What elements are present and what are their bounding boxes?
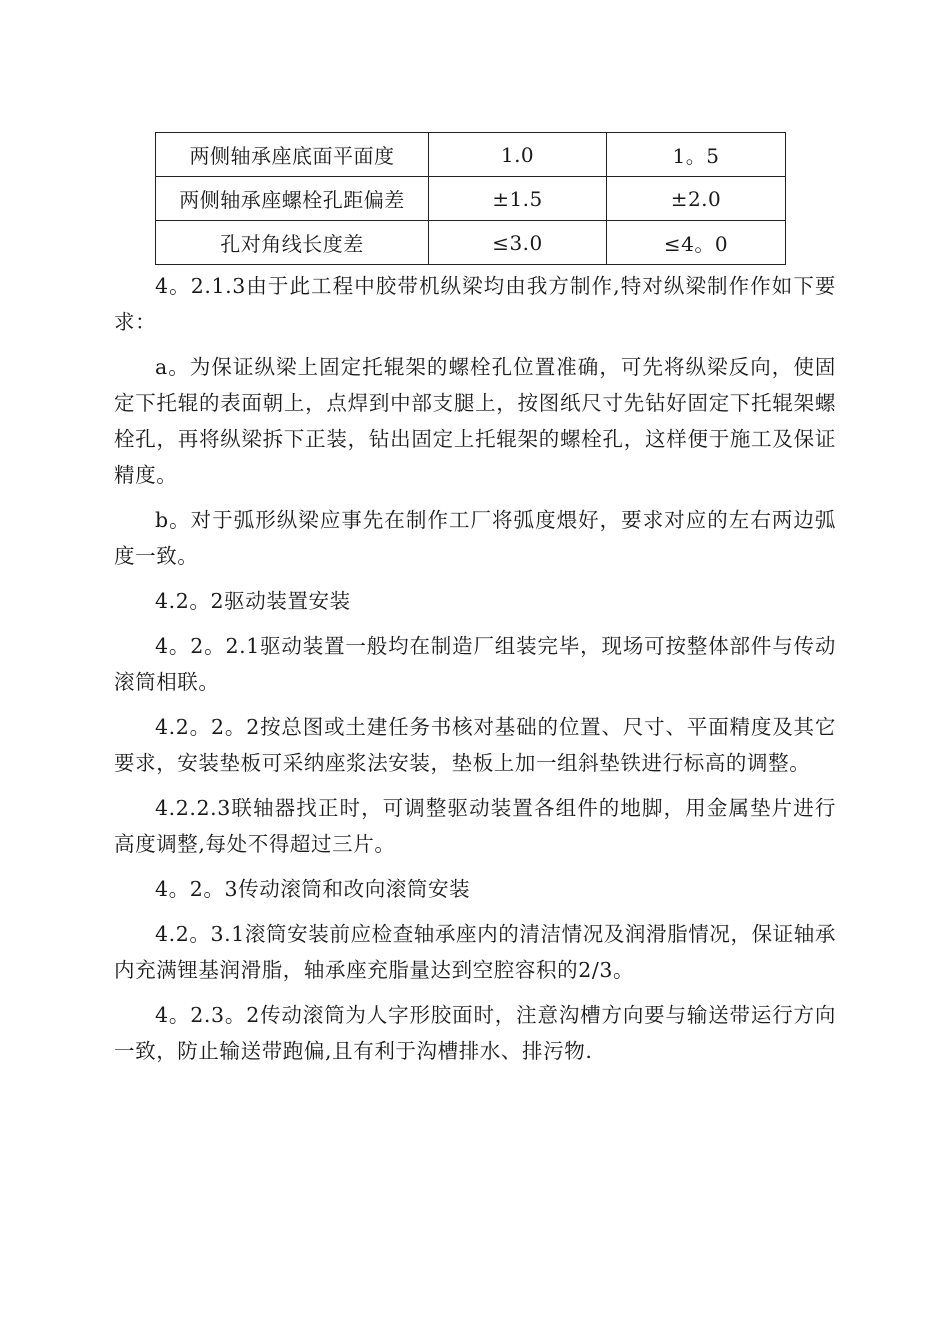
table-row	[156, 177, 786, 221]
table-cell-item: 孔对角线长度差	[156, 221, 429, 265]
paragraph: 4。2.1.3由于此工程中胶带机纵梁均由我方制作,特对纵梁制作作如下要求：	[114, 274, 836, 334]
table-cell-value: ±1.5	[429, 177, 607, 221]
table-row	[156, 133, 786, 177]
section-heading: 4。2。3传动滚筒和改向滚筒安装	[155, 877, 471, 901]
table-cell-value: 1。5	[607, 133, 786, 177]
table-cell-value: ≤3.0	[429, 221, 607, 265]
table-cell-value: 1.0	[429, 133, 607, 177]
table-cell-item: 两侧轴承座底面平面度	[156, 133, 429, 177]
table-cell-item: 两侧轴承座螺栓孔距偏差	[156, 177, 429, 221]
table-cell-value: ±2.0	[607, 177, 786, 221]
paragraph: b。对于弧形纵梁应事先在制作工厂将弧度煨好，要求对应的左右两边弧度一致。	[114, 508, 836, 568]
section-heading: 4.2。2驱动装置安装	[155, 589, 351, 613]
paragraph: 4。2。2.1驱动装置一般均在制造厂组装完毕，现场可按整体部件与传动滚筒相联。	[114, 634, 836, 694]
paragraph: 4.2.2.3联轴器找正时，可调整驱动装置各组件的地脚，用金属垫片进行高度调整,每处不得超过三片。	[114, 796, 836, 856]
paragraph: a。为保证纵梁上固定托辊架的螺栓孔位置准确，可先将纵梁反向，使固定下托辊的表面朝上，点焊到中部支腿上，按图纸尺寸先钻好固定下托辊架螺栓孔，再将纵梁拆下正装，钻出固定上托辊架的螺栓孔，这样便于施工及保证精度。	[114, 355, 836, 487]
tolerance-table	[155, 132, 786, 265]
table-cell-value: ≤4。0	[607, 221, 786, 265]
body-text	[114, 268, 836, 1078]
paragraph: 4。2.3。2传动滚筒为人字形胶面时，注意沟槽方向要与输送带运行方向一致，防止输送带跑偏,且有利于沟槽排水、排污物.	[114, 1003, 836, 1063]
paragraph: 4.2。3.1滚筒安装前应检查轴承座内的清洁情况及润滑脂情况，保证轴承内充满锂基润滑脂，轴承座充脂量达到空腔容积的2/3。	[114, 922, 836, 982]
table-row	[156, 221, 786, 265]
paragraph: 4.2。2。2按总图或土建任务书核对基础的位置、尺寸、平面精度及其它要求，安装垫板可采纳座浆法安装，垫板上加一组斜垫铁进行标高的调整。	[114, 715, 836, 775]
